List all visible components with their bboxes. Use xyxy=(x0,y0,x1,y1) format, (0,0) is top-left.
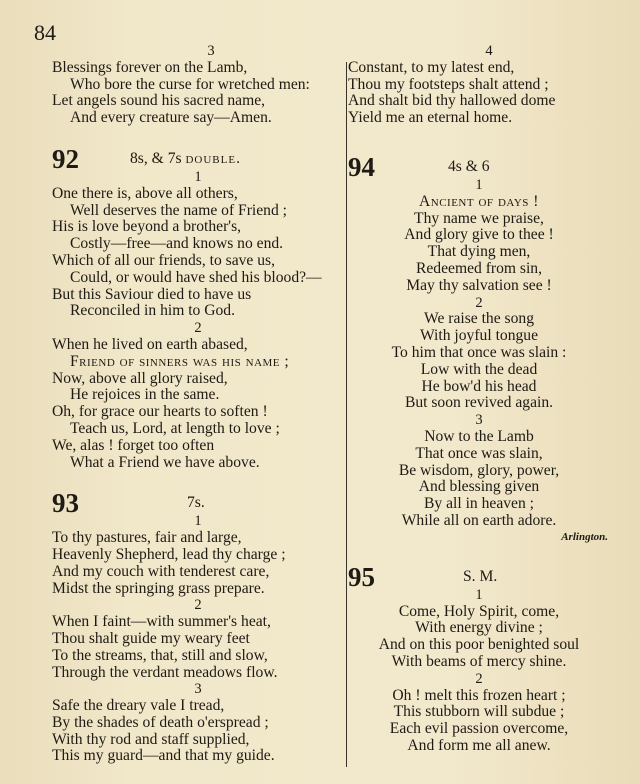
verse-line: Safe the dreary vale I tread, xyxy=(52,697,225,715)
verse-line: Thou my footsteps shalt attend ; xyxy=(348,75,549,93)
verse-line: But this Saviour died to have us xyxy=(52,285,252,303)
stanza-number: 1 xyxy=(194,513,202,530)
verse-line: And blessing given xyxy=(418,478,540,496)
hymn-number: 92 xyxy=(52,143,79,174)
hymn-number: 94 xyxy=(348,151,375,182)
verse-line: And every creature say—Amen. xyxy=(70,109,272,127)
hymn-93 xyxy=(52,485,344,765)
verse-line: When I faint—with summer's heat, xyxy=(52,613,271,631)
verse-line: May thy salvation see ! xyxy=(406,276,552,294)
verse-line: Oh, for grace our hearts to soften ! xyxy=(52,403,268,421)
verse-line: And my couch with tenderest care, xyxy=(52,562,270,580)
verse-line: Which of all our friends, to save us, xyxy=(52,251,276,269)
verse-line: And shalt bid thy hallowed dome xyxy=(348,92,556,110)
verse-line: And form me all anew. xyxy=(407,736,551,754)
tune-name: Arlington. xyxy=(561,530,608,543)
verse-line: With energy divine ; xyxy=(415,619,543,637)
verse-line: Well deserves the name of Friend ; xyxy=(70,201,287,219)
verse-line: This my guard—and that my guide. xyxy=(52,747,275,765)
verse-line: We raise the song xyxy=(423,310,535,328)
hymn-header xyxy=(52,141,344,175)
verse-line: When he lived on earth abased, xyxy=(52,335,248,353)
verse-line: Costly—free—and knows no end. xyxy=(70,235,284,253)
continued-stanza xyxy=(348,43,610,127)
verse-line: Ancient of days ! xyxy=(419,192,539,210)
meter-label: 8s, & 7s xyxy=(130,149,182,167)
hymn-meter: S. M. xyxy=(463,567,498,585)
verse-line: Now to the Lamb xyxy=(424,427,534,445)
verse-line: Be wisdom, glory, power, xyxy=(398,461,560,479)
verse-line: Teach us, Lord, at length to love ; xyxy=(70,419,280,437)
column-divider xyxy=(346,62,347,767)
verse-line: To thy pastures, fair and large, xyxy=(52,529,242,547)
verse-line: Now, above all glory raised, xyxy=(52,369,228,387)
stanza-number: 1 xyxy=(475,586,483,603)
verse-line: Thy name we praise, xyxy=(414,209,544,227)
hymn-meter: 7s. xyxy=(187,494,205,512)
hymn-number: 95 xyxy=(348,561,375,592)
verse-line: With thy rod and staff supplied, xyxy=(52,730,250,748)
hymn-meter xyxy=(130,150,241,168)
verse-line: Low with the dead xyxy=(420,360,538,378)
verse-line: Redeemed from sin, xyxy=(415,259,542,277)
verse-line: Blessings forever on the Lamb, xyxy=(52,58,248,76)
stanza-number: 2 xyxy=(475,294,483,311)
verse-line: Constant, to my latest end, xyxy=(348,58,515,76)
hymn-header xyxy=(348,149,610,183)
verse-line: And glory give to thee ! xyxy=(404,226,554,244)
verse-line: Come, Holy Spirit, come, xyxy=(398,602,560,620)
verse-line: This stubborn will subdue ; xyxy=(393,703,565,721)
stanza-number: 1 xyxy=(194,168,202,185)
stanza-number: 4 xyxy=(485,43,493,59)
verse-line: But soon revived again. xyxy=(404,394,554,412)
page-number: 84 xyxy=(34,20,56,45)
verse-line: With joyful tongue xyxy=(419,327,539,345)
right-column xyxy=(348,43,610,755)
stanza-number: 2 xyxy=(194,320,202,337)
stanza-number: 3 xyxy=(207,43,215,59)
verse-line: That once was slain, xyxy=(415,444,543,462)
stanza-number: 2 xyxy=(194,597,202,614)
verse-line: He rejoices in the same. xyxy=(70,386,220,404)
verse-line: He bow'd his head xyxy=(421,377,537,395)
hymn-94 xyxy=(348,149,610,543)
verse-line: By all in heaven ; xyxy=(424,495,534,513)
verse-line: One there is, above all others, xyxy=(52,184,238,202)
hymn-header xyxy=(52,485,344,519)
meter-extra: double. xyxy=(185,149,241,167)
verse-line: His is love beyond a brother's, xyxy=(52,218,242,236)
verse-line: Yield me an eternal home. xyxy=(348,109,513,127)
verse-line: To the streams, that, still and slow, xyxy=(52,646,268,664)
stanza-number: 2 xyxy=(475,670,483,687)
verse-line: That dying men, xyxy=(427,243,531,261)
verse-line: Could, or would have shed his blood?— xyxy=(70,268,322,286)
stanza-number: 3 xyxy=(194,681,202,698)
verse-line: Heavenly Shepherd, lead thy charge ; xyxy=(52,545,286,563)
stanza-number: 1 xyxy=(475,176,483,193)
verse-line: Midst the springing grass prepare. xyxy=(52,579,265,597)
continued-stanza xyxy=(52,43,344,127)
verse-line: By the shades of death o'erspread ; xyxy=(52,713,269,731)
verse-line: While all on earth adore. xyxy=(401,511,557,529)
verse-line: We, alas ! forget too often xyxy=(52,436,215,454)
verse-line: Each evil passion overcome, xyxy=(389,720,569,738)
hymn-header xyxy=(348,559,610,593)
verse-line: With beams of mercy shine. xyxy=(391,652,567,670)
verse-line: Oh ! melt this frozen heart ; xyxy=(392,686,566,704)
hymn-92 xyxy=(52,141,344,471)
verse-line: What a Friend we have above. xyxy=(70,453,260,471)
hymn-meter: 4s & 6 xyxy=(448,157,490,175)
verse-line: Friend of sinners was his name ; xyxy=(70,352,290,370)
verse-line: Let angels sound his sacred name, xyxy=(52,92,266,110)
hymn-number: 93 xyxy=(52,488,79,519)
verse-line: Thou shalt guide my weary feet xyxy=(52,629,250,647)
stanza-number: 3 xyxy=(475,412,483,429)
verse-line: To him that once was slain : xyxy=(391,343,567,361)
hymn-95 xyxy=(348,559,610,755)
left-column xyxy=(52,43,344,765)
verse-line: Through the verdant meadows flow. xyxy=(52,663,278,681)
verse-line: Reconciled in him to God. xyxy=(70,302,236,320)
verse-line: Who bore the curse for wretched men: xyxy=(70,75,310,93)
verse-line: And on this poor benighted soul xyxy=(378,636,580,654)
